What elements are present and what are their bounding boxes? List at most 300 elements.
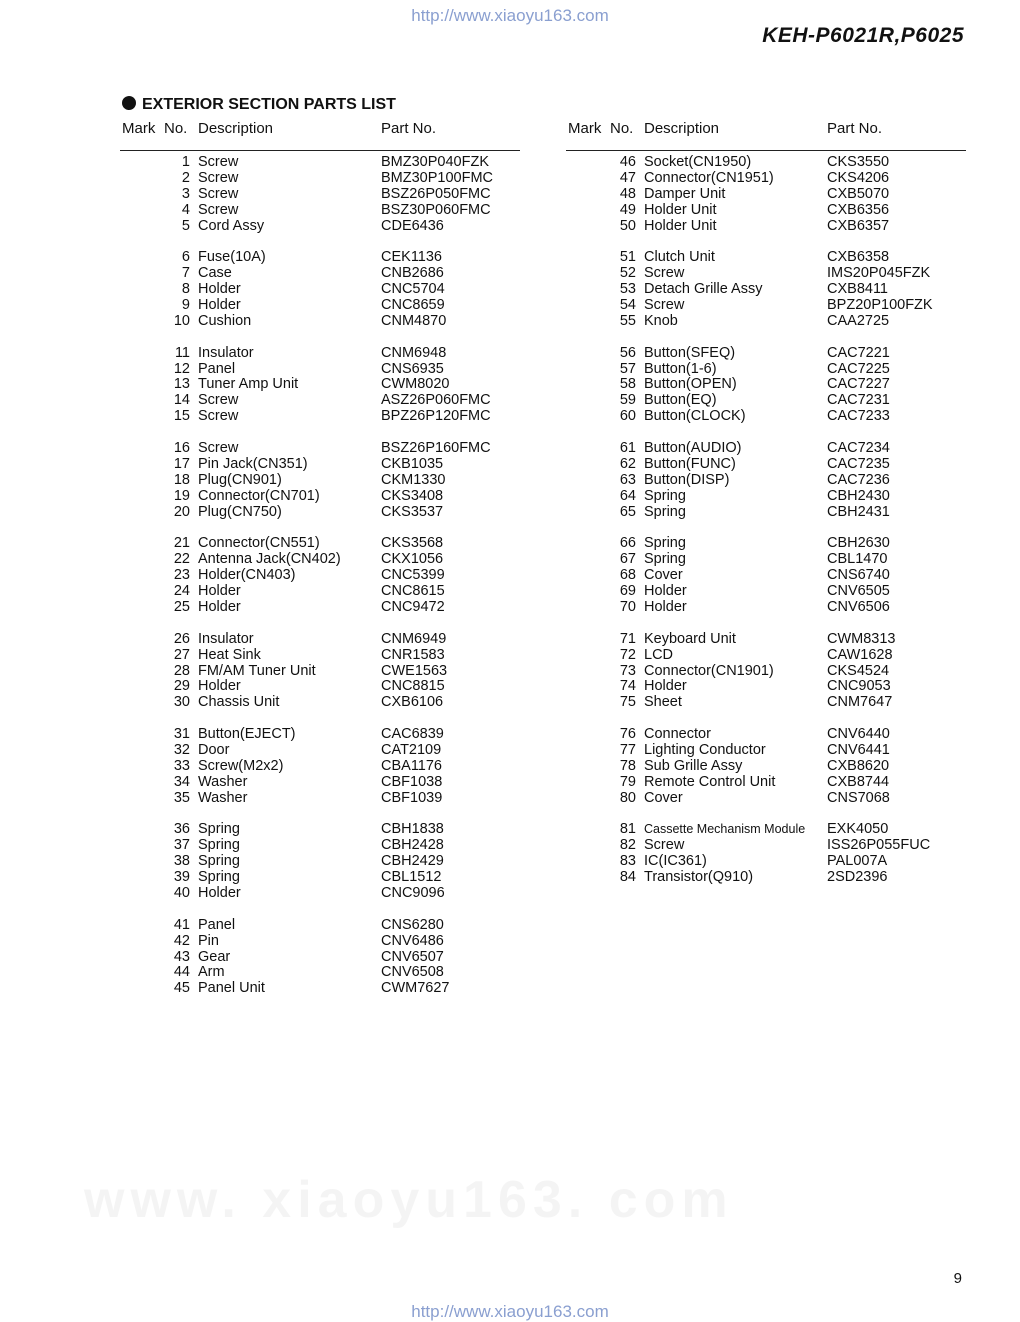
model-title: KEH-P6021R,P6025 [762, 24, 964, 47]
row-part-no: CXB6106 [381, 694, 444, 711]
row-part-no: CXB6357 [827, 217, 890, 234]
row-number: 38 [173, 853, 190, 870]
row-number: 44 [173, 964, 190, 981]
row-description: Chassis Unit [198, 694, 280, 711]
row-number: 12 [173, 360, 190, 377]
row-part-no: CNC8615 [381, 583, 445, 600]
table-row [120, 695, 520, 711]
row-description: Connector(CN551) [198, 535, 320, 552]
bottom-url-link[interactable]: http://www.xiaoyu163.com [411, 1302, 609, 1321]
row-description: Plug(CN901) [198, 471, 282, 488]
row-part-no: CNM4870 [381, 312, 447, 329]
row-number: 32 [173, 741, 190, 758]
row-description: Button(EJECT) [198, 726, 296, 743]
row-part-no: BSZ26P050FMC [381, 185, 491, 202]
header-mark: Mark [568, 120, 602, 137]
row-number: 2 [181, 169, 190, 186]
row-number: 60 [619, 408, 636, 425]
table-row [120, 489, 520, 505]
table-row [566, 775, 966, 791]
row-description: Door [198, 741, 230, 758]
row-number: 46 [619, 154, 636, 170]
row-part-no: CXB6358 [827, 249, 890, 266]
row-part-no: CNS6935 [381, 360, 444, 377]
row-number: 43 [173, 948, 190, 965]
row-number: 29 [173, 678, 190, 695]
row-number: 34 [173, 773, 190, 790]
row-number: 73 [619, 662, 636, 679]
row-part-no: CKX1056 [381, 551, 444, 568]
row-part-no: PAL007A [827, 853, 888, 870]
row-part-no: CXB5070 [827, 185, 890, 202]
table-row [566, 298, 966, 314]
row-description: Socket(CN1950) [644, 154, 752, 170]
row-description: Button(DISP) [644, 471, 730, 488]
row-number: 74 [619, 678, 636, 695]
row-description: Screw [644, 297, 685, 314]
row-description: Antenna Jack(CN402) [198, 551, 341, 568]
row-description: Holder Unit [644, 217, 717, 234]
row-description: Holder [198, 678, 241, 695]
row-part-no: EXK4050 [827, 821, 889, 838]
table-row [566, 791, 966, 807]
watermark [84, 1170, 734, 1230]
row-description: Pin [198, 932, 219, 949]
row-description: Transistor(Q910) [644, 869, 754, 886]
table-row [566, 266, 966, 282]
table-row [120, 822, 520, 838]
row-part-no: CXB8744 [827, 773, 890, 790]
row-part-no: CNM6948 [381, 344, 447, 361]
row-description: Holder [198, 598, 241, 615]
row-description: Keyboard Unit [644, 630, 736, 647]
table-row [120, 552, 520, 568]
row-part-no: CWM7627 [381, 980, 450, 997]
bullet-icon [122, 96, 136, 110]
row-description: Holder Unit [644, 201, 717, 218]
table-row [120, 346, 520, 362]
row-part-no: CAC6839 [381, 726, 444, 743]
row-part-no: CWM8020 [381, 376, 450, 393]
row-number: 59 [619, 392, 636, 409]
row-part-no: CBL1470 [827, 551, 888, 568]
row-part-no: CBH2430 [827, 487, 890, 504]
row-description: Washer [198, 773, 248, 790]
row-part-no: CNC8659 [381, 297, 445, 314]
table-row [566, 759, 966, 775]
row-description: Holder [198, 583, 241, 600]
parts-table-right [566, 120, 966, 886]
row-number: 56 [619, 344, 636, 361]
row-part-no: CNC9472 [381, 598, 445, 615]
row-description: Knob [644, 312, 678, 329]
row-part-no: BSZ30P060FMC [381, 201, 491, 218]
row-part-no: IMS20P045FZK [827, 265, 931, 282]
row-part-no: CKS4524 [827, 662, 890, 679]
row-number: 47 [619, 169, 636, 186]
row-description: Spring [644, 551, 686, 568]
header-divider [120, 150, 520, 151]
row-number: 42 [173, 932, 190, 949]
row-part-no: CBF1038 [381, 773, 443, 790]
row-number: 18 [173, 471, 190, 488]
row-part-no: CAC7227 [827, 376, 890, 393]
row-number: 70 [619, 598, 636, 615]
row-description: Sheet [644, 694, 682, 711]
row-part-no: CNV6505 [827, 583, 890, 600]
row-description: Tuner Amp Unit [198, 376, 299, 393]
row-number: 11 [174, 344, 190, 361]
table-row [120, 965, 520, 981]
table-row [120, 377, 520, 393]
page-number: 9 [953, 1270, 962, 1287]
row-number: 41 [173, 916, 190, 933]
row-description: Button(FUNC) [644, 455, 736, 472]
row-number: 68 [619, 567, 636, 584]
row-number: 5 [181, 217, 190, 234]
row-description: Gear [198, 948, 231, 965]
row-part-no: CXB8620 [827, 757, 890, 774]
table-row [120, 219, 520, 235]
row-number: 72 [619, 646, 636, 663]
row-description: Sub Grille Assy [644, 757, 743, 774]
row-part-no: CBL1512 [381, 869, 442, 886]
row-description: Button(OPEN) [644, 376, 737, 393]
table-row [120, 679, 520, 695]
row-description: Holder [198, 281, 241, 298]
table-row [566, 441, 966, 457]
header-description: Description [644, 120, 720, 137]
row-part-no: CBA1176 [381, 757, 442, 774]
row-description: Screw [644, 265, 685, 282]
table-row [120, 298, 520, 314]
row-part-no: BPZ20P100FZK [827, 297, 933, 314]
row-description: Spring [198, 837, 240, 854]
row-number: 66 [619, 535, 636, 552]
row-part-no: CNV6508 [381, 964, 444, 981]
row-number: 1 [181, 154, 190, 170]
table-row [120, 775, 520, 791]
row-number: 50 [619, 217, 636, 234]
row-part-no: CBH2429 [381, 853, 444, 870]
table-row [566, 505, 966, 521]
table-row [120, 727, 520, 743]
table-body [566, 155, 966, 886]
table-row [120, 457, 520, 473]
table-row [566, 568, 966, 584]
section-title [122, 96, 396, 114]
table-row [566, 854, 966, 870]
row-description: Heat Sink [198, 646, 261, 663]
row-part-no: CNM6949 [381, 630, 447, 647]
row-description: Screw [644, 837, 685, 854]
row-number: 21 [173, 535, 190, 552]
row-number: 54 [619, 297, 636, 314]
table-row [120, 664, 520, 680]
row-description: Cover [644, 567, 683, 584]
row-part-no: CXB8411 [827, 281, 888, 298]
row-description: Panel Unit [198, 980, 265, 997]
row-part-no: CAC7233 [827, 408, 890, 425]
row-description: Holder [198, 884, 241, 901]
table-row [120, 791, 520, 807]
row-part-no: CXB6356 [827, 201, 890, 218]
row-number: 30 [173, 694, 190, 711]
row-description: Remote Control Unit [644, 773, 776, 790]
row-number: 6 [181, 249, 190, 266]
table-row [566, 648, 966, 664]
row-number: 13 [173, 376, 190, 393]
row-part-no: CAC7235 [827, 455, 890, 472]
row-description: Case [198, 265, 232, 282]
table-row [566, 203, 966, 219]
row-number: 20 [173, 503, 190, 520]
row-description: Clutch Unit [644, 249, 715, 266]
table-row [120, 393, 520, 409]
row-part-no: CBH2630 [827, 535, 890, 552]
table-row [566, 664, 966, 680]
row-number: 19 [173, 487, 190, 504]
row-description: Connector [644, 726, 711, 743]
row-description: Button(EQ) [644, 392, 717, 409]
table-row [120, 362, 520, 378]
table-row [120, 171, 520, 187]
row-number: 25 [173, 598, 190, 615]
row-part-no: CKS3408 [381, 487, 444, 504]
header-description: Description [198, 120, 274, 137]
table-row [120, 950, 520, 966]
row-description: Insulator [198, 344, 254, 361]
row-number: 39 [173, 869, 190, 886]
row-part-no: CKM1330 [381, 471, 446, 488]
row-part-no: CNB2686 [381, 265, 444, 282]
row-part-no: CNM7647 [827, 694, 893, 711]
row-part-no: CEK1136 [381, 249, 442, 266]
row-number: 80 [619, 789, 636, 806]
row-part-no: CBH1838 [381, 821, 444, 838]
row-number: 14 [173, 392, 190, 409]
table-row [120, 838, 520, 854]
table-row [566, 155, 966, 171]
row-number: 63 [619, 471, 636, 488]
row-number: 71 [619, 630, 636, 647]
row-description: Screw [198, 408, 239, 425]
row-number: 26 [173, 630, 190, 647]
row-number: 58 [619, 376, 636, 393]
row-description: Button(1-6) [644, 360, 717, 377]
row-number: 49 [619, 201, 636, 218]
row-description: Lighting Conductor [644, 741, 766, 758]
table-row [566, 250, 966, 266]
row-number: 51 [619, 249, 636, 266]
table-row [566, 409, 966, 425]
header-no: No. [164, 120, 188, 137]
row-part-no: CNS6740 [827, 567, 890, 584]
table-row [120, 759, 520, 775]
row-part-no: CNS7068 [827, 789, 890, 806]
table-header [120, 120, 520, 142]
row-part-no: CNC9053 [827, 678, 891, 695]
row-part-no: CWE1563 [381, 662, 448, 679]
section-title-text: EXTERIOR SECTION PARTS LIST [142, 96, 396, 113]
table-row [120, 934, 520, 950]
table-row [566, 171, 966, 187]
row-part-no: CKS3568 [381, 535, 444, 552]
table-row [566, 187, 966, 203]
row-part-no: CNC5399 [381, 567, 445, 584]
row-description: IC(IC361) [644, 853, 707, 870]
row-number: 83 [619, 853, 636, 870]
table-row [120, 886, 520, 902]
row-number: 77 [619, 741, 636, 758]
table-row [566, 489, 966, 505]
row-number: 36 [173, 821, 190, 838]
table-row [566, 870, 966, 886]
row-description: Screw [198, 154, 239, 170]
row-description: Spring [644, 503, 686, 520]
table-row [120, 918, 520, 934]
row-part-no: CAC7221 [827, 344, 890, 361]
header-divider [566, 150, 966, 151]
row-description: Cassette Mechanism Module [644, 822, 806, 837]
table-row [566, 473, 966, 489]
row-number: 24 [173, 583, 190, 600]
table-body [120, 155, 520, 997]
table-header [566, 120, 966, 142]
row-part-no: CAC7231 [827, 392, 890, 409]
row-part-no: CAT2109 [381, 741, 442, 758]
row-number: 48 [619, 185, 636, 202]
row-description: LCD [644, 646, 674, 663]
row-part-no: CNC5704 [381, 281, 445, 298]
table-row [120, 505, 520, 521]
row-number: 52 [619, 265, 636, 282]
row-number: 23 [173, 567, 190, 584]
row-number: 62 [619, 455, 636, 472]
table-row [120, 648, 520, 664]
row-number: 33 [173, 757, 190, 774]
row-part-no: CKS4206 [827, 169, 890, 186]
table-row [120, 600, 520, 616]
table-row [566, 695, 966, 711]
table-row [566, 838, 966, 854]
table-row [120, 314, 520, 330]
table-row [566, 727, 966, 743]
row-part-no: BPZ26P120FMC [381, 408, 491, 425]
row-description: Panel [198, 360, 236, 377]
row-number: 16 [173, 440, 190, 457]
row-number: 79 [619, 773, 636, 790]
row-part-no: CNV6506 [827, 598, 890, 615]
row-description: Button(AUDIO) [644, 440, 742, 457]
row-part-no: CNV6507 [381, 948, 444, 965]
row-description: Screw [198, 392, 239, 409]
row-part-no: CAW1628 [827, 646, 893, 663]
table-row [566, 600, 966, 616]
row-description: Spring [198, 853, 240, 870]
row-number: 65 [619, 503, 636, 520]
row-number: 22 [173, 551, 190, 568]
row-description: Connector(CN1901) [644, 662, 774, 679]
row-description: Spring [198, 821, 240, 838]
table-row [120, 473, 520, 489]
row-number: 78 [619, 757, 636, 774]
row-part-no: BMZ30P040FZK [381, 154, 489, 170]
row-description: Button(CLOCK) [644, 408, 746, 425]
row-number: 31 [173, 726, 190, 743]
row-number: 64 [619, 487, 636, 504]
row-part-no: CBH2431 [827, 503, 890, 520]
row-part-no: CKS3537 [381, 503, 444, 520]
table-row [566, 584, 966, 600]
row-part-no: CDE6436 [381, 217, 444, 234]
row-number: 84 [619, 869, 636, 886]
table-row [566, 346, 966, 362]
row-number: 4 [181, 201, 190, 218]
row-description: Connector(CN1951) [644, 169, 774, 186]
row-description: Washer [198, 789, 248, 806]
table-row [566, 282, 966, 298]
row-number: 57 [619, 360, 636, 377]
row-description: Holder [644, 678, 687, 695]
table-row [120, 409, 520, 425]
row-part-no: CKB1035 [381, 455, 444, 472]
row-number: 82 [619, 837, 636, 854]
top-url-link[interactable]: http://www.xiaoyu163.com [411, 6, 609, 25]
row-description: Spring [644, 487, 686, 504]
row-part-no: CAC7234 [827, 440, 890, 457]
header-part-no: Part No. [381, 120, 437, 137]
table-row [120, 536, 520, 552]
row-part-no: ISS26P055FUC [827, 837, 931, 854]
row-description: Screw [198, 169, 239, 186]
row-description: Spring [198, 869, 240, 886]
row-description: Cover [644, 789, 683, 806]
table-row [566, 679, 966, 695]
row-description: Insulator [198, 630, 254, 647]
row-number: 40 [173, 884, 190, 901]
table-row [566, 314, 966, 330]
row-description: Detach Grille Assy [644, 281, 763, 298]
row-description: Cushion [198, 312, 252, 329]
table-row [120, 250, 520, 266]
row-number: 81 [619, 821, 636, 838]
row-part-no: CKS3550 [827, 154, 890, 170]
table-row [120, 584, 520, 600]
row-part-no: CNS6280 [381, 916, 444, 933]
row-number: 67 [619, 551, 636, 568]
row-part-no: CNV6441 [827, 741, 890, 758]
table-row [566, 536, 966, 552]
row-number: 10 [173, 312, 190, 329]
row-number: 37 [173, 837, 190, 854]
table-row [120, 854, 520, 870]
header-no: No. [610, 120, 634, 137]
row-number: 76 [619, 726, 636, 743]
row-part-no: CNR1583 [381, 646, 445, 663]
row-description: Connector(CN701) [198, 487, 320, 504]
row-description: Screw [198, 185, 239, 202]
table-row [566, 377, 966, 393]
header-mark: Mark [122, 120, 156, 137]
row-part-no: CAC7236 [827, 471, 890, 488]
table-row [120, 187, 520, 203]
row-number: 35 [173, 789, 190, 806]
row-description: Spring [644, 535, 686, 552]
row-part-no: CWM8313 [827, 630, 896, 647]
row-part-no: CAA2725 [827, 312, 890, 329]
table-row [120, 632, 520, 648]
